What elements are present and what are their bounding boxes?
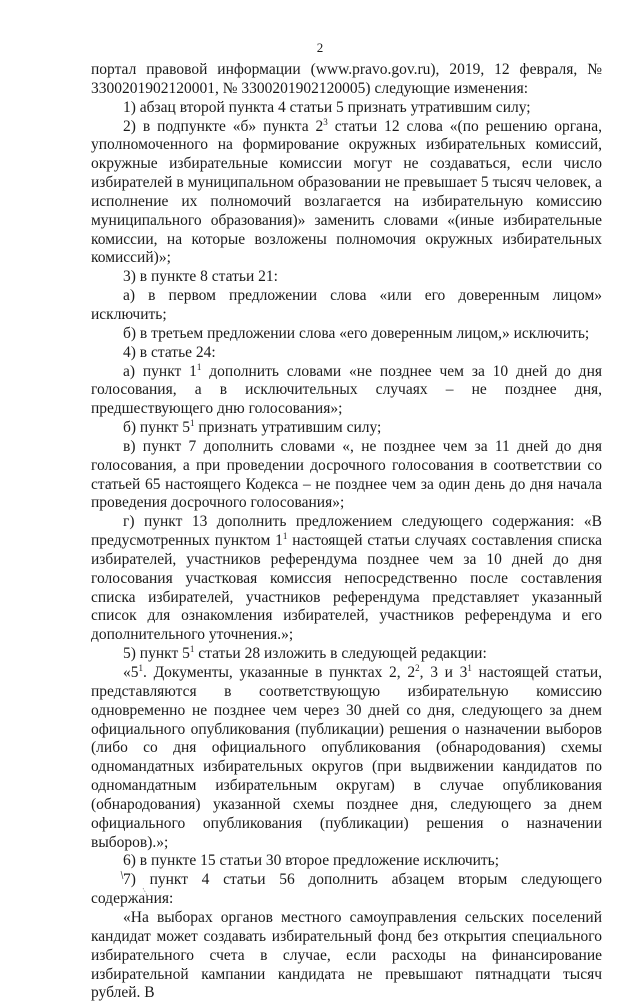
scan-artifact-mark — [117, 870, 157, 900]
text-run: г) пункт 13 дополнить предложением следующего содержания: «В предусмотренных пунктом 1 — [91, 513, 602, 550]
text-run: а) пункт 1 — [123, 362, 197, 380]
superscript: 1 — [196, 361, 202, 372]
paragraph-p14 — [91, 852, 602, 871]
text-run: а) в первом предложении слова «или его доверенным лицом» исключить; — [91, 287, 602, 323]
paragraph-p10 — [91, 438, 602, 513]
superscript: 1 — [190, 418, 195, 429]
paragraph-p2 — [91, 99, 602, 118]
superscript: 2 — [415, 663, 420, 673]
text-run: настоящей статьи, представляются в соответствующую избирательную комиссию одновременно не позднее чем через 30 дней со дня, следующего за днем официального опубликования (публикации) решения о назначении выборов (либо со дня официального опубликования (обнародования) схемы одномандатных избирательных округов (при выдвижении кандидатов по одномандатным избирательным округам) в случае опубликования (обнародования) указанной схемы позднее дня, следующего за днем официального опубликования (публикации) решения о назначении выборов).»; — [91, 664, 602, 851]
paragraph-p6 — [91, 325, 602, 344]
paragraph-p8 — [91, 363, 602, 420]
text-run: «5 — [123, 664, 139, 681]
superscript: 1 — [138, 663, 143, 673]
text-run: признать утратившим силу; — [194, 419, 382, 437]
text-run: в) пункт 7 дополнить словами «, не позднее чем за 11 дней до дня голосования, а при проведении досрочного голосования в соответствии со статьей 65 настоящего Кодекса – не позднее чем за один день до дня начала проведения досрочного голосования»; — [91, 437, 602, 512]
paragraph-p16 — [91, 909, 602, 1003]
superscript: 1 — [282, 531, 288, 542]
text-run: 1) абзац второй пункта 4 статьи 5 признать утратившим силу; — [123, 98, 531, 116]
paragraph-p12 — [91, 645, 602, 664]
document-body — [91, 61, 602, 1003]
paragraph-p3 — [91, 118, 602, 269]
text-run: б) в третьем предложении слова «его доверенным лицом,» исключить; — [123, 324, 590, 342]
text-run: 4) в статье 24: — [123, 343, 216, 361]
superscript: 1 — [467, 663, 472, 673]
page-number: 2 — [316, 40, 324, 55]
text-run: «На выборах органов местного самоуправления сельских поселений кандидат может создавать избирательный фонд без открытия специального избирательного счета в случае, если расходы на финансирование избирательной кампании кандидата не превышают пятнадцати тысяч рублей. В — [91, 908, 602, 1002]
superscript: 3 — [323, 116, 328, 127]
superscript: 1 — [189, 644, 195, 655]
text-run: статьи 12 слова «(по решению органа, уполномоченного на формирование окружных избирательных комиссий, окружные избирательные комиссии могут не создаваться, если число избирателей в муниципальном образовании не превышает 5 тысяч человек, а исполнение их полномочий возлагается на избирательную комиссию муниципального образования)» заменить словами «(иные избирательные комиссии, на которые возложены полномочия окружных избирательных комиссий)»; — [91, 117, 602, 267]
text-run: 6) в пункте 15 статьи 30 второе предложение исключить; — [123, 852, 500, 870]
text-run: . Документы, указанные в пунктах 2, 2 — [143, 664, 416, 681]
text-run: статьи 28 изложить в следующей редакции: — [194, 645, 487, 663]
text-run: 5) пункт 5 — [123, 645, 190, 663]
text-run: , 3 и 3 — [419, 664, 468, 681]
paragraph-p11 — [91, 513, 602, 645]
paragraph-p15 — [91, 871, 602, 909]
paragraph-p9 — [91, 419, 602, 438]
paragraph-p5 — [91, 287, 602, 325]
paragraph-p13 — [91, 664, 602, 852]
paragraph-p7 — [91, 344, 602, 363]
text-run: 2) в подпункте «б» пункта 2 — [123, 117, 324, 135]
text-run: дополнить словами «не позднее чем за 10 дней до дня голосования, а в исключительных случаях – не позднее дня, предшествующего дню голосования»; — [91, 362, 602, 418]
paragraph-p1 — [91, 61, 602, 99]
text-run: настоящей статьи случаях составления списка избирателей, участников референдума позднее чем за 10 дней до дня голосования участковая комиссия непосредственно после составления списка избирателей, участников референдума представляет указанный список для ознакомления избирателей, участников референдума и его дополнительного уточнения.»; — [91, 532, 602, 644]
text-run: портал правовой информации (www.pravo.gov.ru), 2019, 12 февраля, № 3300201902120001, № 3300201902120005) следующие изменения: — [91, 61, 602, 97]
paragraph-p4 — [91, 268, 602, 287]
text-run: 3) в пункте 8 статьи 21: — [123, 268, 278, 286]
text-run: 7) пункт 4 статьи 56 дополнить абзацем вторым следующего содержания: — [91, 871, 602, 908]
text-run: б) пункт 5 — [123, 419, 190, 437]
